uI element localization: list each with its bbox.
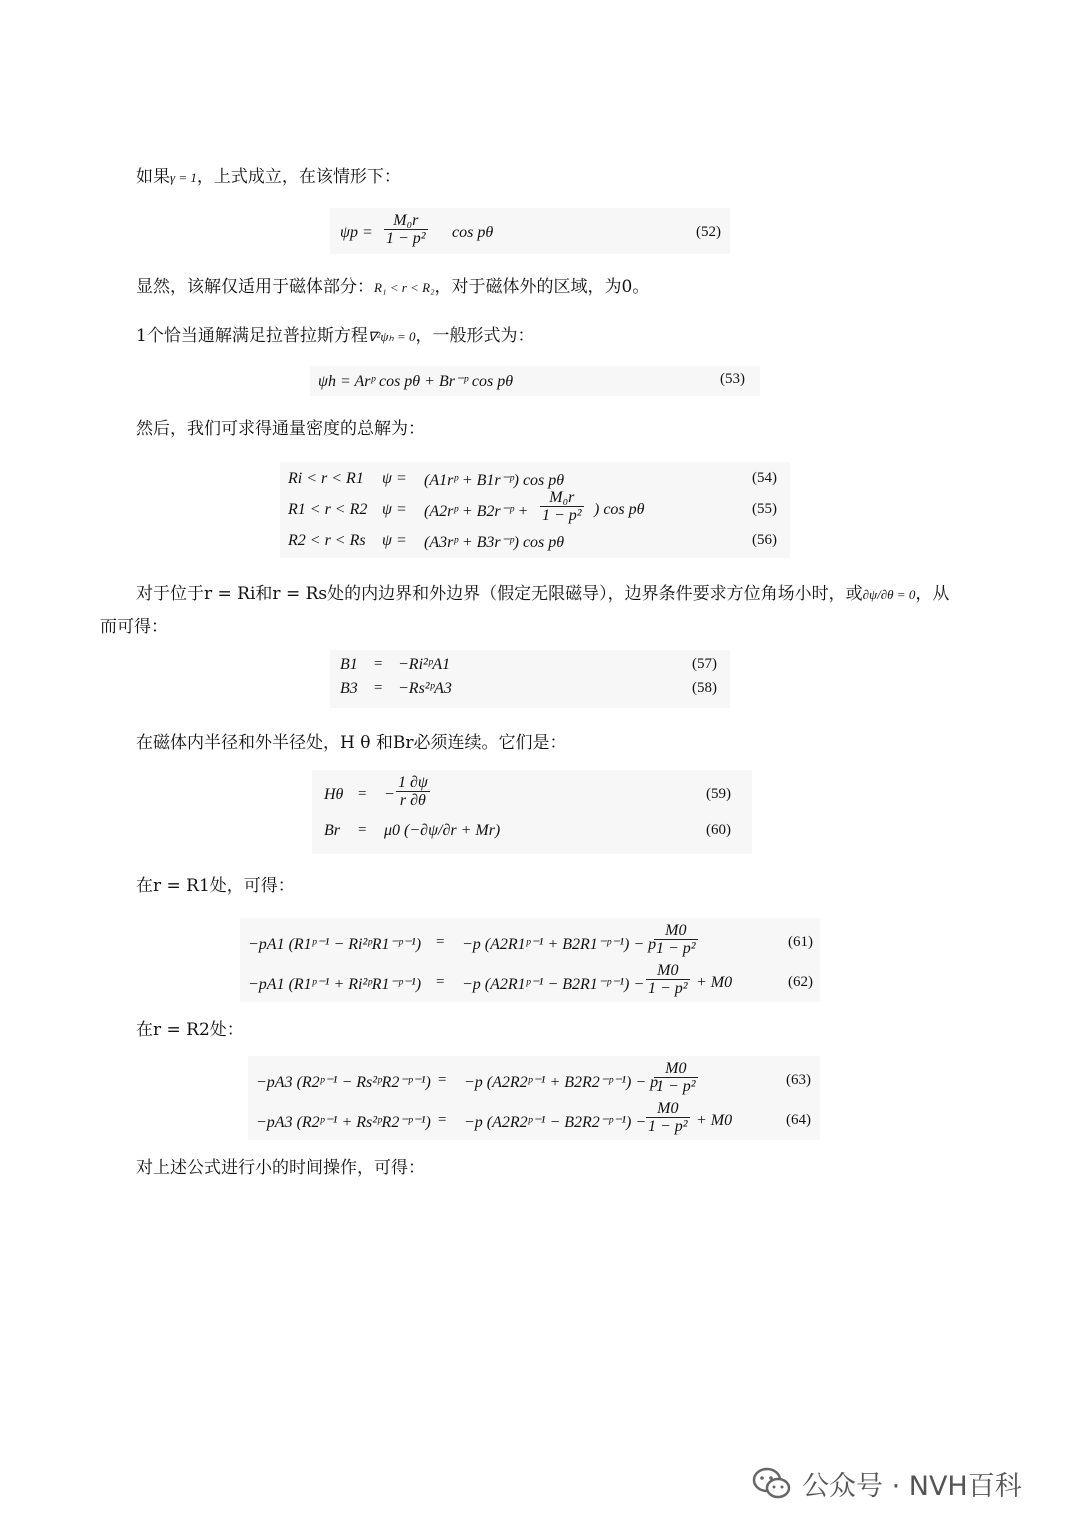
eq-rhs: (A1rᵖ + B1r⁻ᵖ) cos pθ — [424, 472, 565, 489]
equation-number: (64) — [786, 1112, 811, 1128]
text: ，一般形式为： — [415, 326, 535, 346]
eq-rhs: cos pθ — [452, 224, 494, 241]
equation-53 — [310, 366, 760, 396]
watermark-text: 公众号 · NVH百科 — [802, 1471, 1022, 1502]
eq-sign: = — [438, 1072, 447, 1088]
equation-number: (63) — [786, 1072, 811, 1088]
eq-numerator: M0 — [654, 922, 698, 940]
eq-rhs: −p (A2R2ᵖ⁻¹ − B2R2⁻ᵖ⁻¹) − — [464, 1114, 647, 1131]
text: 如果 — [136, 167, 170, 187]
eq-rhs: −p (A2R2ᵖ⁻¹ + B2R2⁻ᵖ⁻¹) − p — [464, 1074, 659, 1091]
eq-sign: = — [438, 1112, 447, 1128]
eq-denominator: 1 − p² — [542, 507, 582, 524]
inline-math: γ = 1 — [170, 170, 197, 185]
paragraph-5 — [100, 578, 950, 644]
equation-number: (55) — [752, 501, 777, 517]
eq-sign: = — [374, 680, 383, 696]
eq-denominator: 1 − p² — [386, 230, 426, 247]
equation-number: (56) — [752, 532, 777, 548]
inline-math: ∂ψ/∂θ = 0 — [862, 587, 916, 602]
paragraph-1 — [136, 166, 401, 189]
watermark — [752, 1464, 1022, 1503]
eq-lhs: −pA1 (R1ᵖ⁻¹ − Ri²ᵖR1⁻ᵖ⁻¹) — [248, 936, 422, 953]
equation-number: (61) — [788, 934, 813, 950]
eq-sign: = — [436, 974, 445, 990]
text: 1个恰当通解满足拉普拉斯方程 — [136, 326, 368, 346]
equation-number: (58) — [692, 680, 717, 696]
eq-range: R2 < r < Rs — [288, 532, 366, 549]
equation-group-54-56 — [280, 462, 790, 558]
eq-rhs: μ0 (−∂ψ/∂r + Mr) — [384, 822, 501, 839]
eq-numerator: M0 — [646, 962, 690, 980]
eq-numerator: M₀r — [540, 489, 584, 507]
paragraph-8: 在r = R2处： — [136, 1020, 244, 1040]
eq-rhs: −p (A2R1ᵖ⁻¹ − B2R1⁻ᵖ⁻¹) − — [462, 976, 645, 993]
paragraph-2 — [136, 276, 649, 299]
eq-lhs: ψ = — [382, 501, 407, 518]
eq-rhs: −p (A2R1ᵖ⁻¹ + B2R1⁻ᵖ⁻¹) − p — [462, 936, 657, 953]
equation-number: (53) — [720, 371, 745, 387]
eq-rhs: ) cos pθ — [594, 501, 645, 518]
equation-52 — [330, 208, 730, 254]
text: ，对于磁体外的区域，为0。 — [434, 277, 650, 297]
eq-tail: + M0 — [696, 974, 733, 991]
eq-lhs: Hθ — [324, 786, 344, 803]
equation-group-59-60 — [312, 770, 752, 854]
eq-range: Ri < r < R1 — [288, 470, 364, 487]
equation-group-57-58 — [330, 650, 730, 708]
eq-denominator: 1 − p² — [648, 980, 688, 997]
equation-number: (60) — [706, 822, 731, 838]
eq-rhs: (A3rᵖ + B3r⁻ᵖ) cos pθ — [424, 534, 565, 551]
eq-numerator: 1 ∂ψ — [398, 774, 428, 791]
eq-rhs: (A2rᵖ + B2r⁻ᵖ + — [424, 503, 529, 520]
eq-lhs: Br — [324, 822, 340, 839]
equation-number: (59) — [706, 786, 731, 802]
eq-lhs: −pA3 (R2ᵖ⁻¹ − Rs²ᵖR2⁻ᵖ⁻¹) — [256, 1074, 431, 1091]
eq-lhs: −pA1 (R1ᵖ⁻¹ + Ri²ᵖR1⁻ᵖ⁻¹) — [248, 976, 422, 993]
text: ，从而可得： — [100, 584, 950, 637]
equation-number: (54) — [752, 470, 777, 486]
equation-number: (52) — [696, 224, 721, 240]
eq-tail: + M0 — [696, 1112, 733, 1129]
text: 显然，该解仅适用于磁体部分： — [136, 277, 374, 297]
equation-group-63-64 — [248, 1056, 820, 1140]
eq-expression: ψh = Arᵖ cos pθ + Br⁻ᵖ cos pθ — [318, 373, 514, 390]
paragraph-6: 在磁体内半径和外半径处，H θ 和Br必须连续。它们是： — [136, 733, 567, 753]
text: ，上式成立，在该情形下： — [196, 167, 401, 187]
eq-numerator: M0 — [654, 1060, 698, 1078]
eq-sign: = — [358, 822, 367, 838]
eq-denominator: r ∂θ — [399, 792, 426, 809]
equation-number: (62) — [788, 974, 813, 990]
eq-lhs: B3 — [340, 680, 358, 697]
eq-lhs: ψ = — [382, 470, 407, 487]
equation-group-61-62 — [240, 918, 820, 1002]
eq-rhs: − — [384, 786, 395, 803]
eq-range: R1 < r < R2 — [288, 501, 368, 518]
eq-numerator: M₀r — [384, 212, 428, 230]
paragraph-7: 在r = R1处，可得： — [136, 876, 295, 896]
eq-denominator: 1 − p² — [656, 940, 696, 957]
eq-rhs: −Rs²ᵖA3 — [398, 680, 452, 697]
eq-lhs: B1 — [340, 656, 358, 673]
eq-denominator: 1 − p² — [656, 1078, 696, 1095]
equation-number: (57) — [692, 656, 717, 672]
eq-sign: = — [374, 656, 383, 672]
eq-sign: = — [358, 786, 367, 802]
eq-lhs: −pA3 (R2ᵖ⁻¹ + Rs²ᵖR2⁻ᵖ⁻¹) — [256, 1114, 431, 1131]
paragraph-3 — [136, 325, 535, 348]
paragraph-4: 然后，我们可求得通量密度的总解为： — [136, 419, 425, 439]
eq-numerator: M0 — [646, 1100, 690, 1118]
wechat-icon — [752, 1466, 792, 1502]
inline-math: R₁ < r < R₂ — [374, 280, 435, 295]
paragraph-9: 对上述公式进行小的时间操作，可得： — [136, 1158, 425, 1178]
eq-sign: = — [436, 934, 445, 950]
text: 对于位于r = Ri和r = Rs处的内边界和外边界（假定无限磁导），边界条件要求方位角场小时，或 — [136, 584, 863, 604]
eq-lhs: ψp = — [340, 224, 373, 241]
eq-lhs: ψ = — [382, 532, 407, 549]
eq-denominator: 1 − p² — [648, 1118, 688, 1135]
inline-math: ∇²ψₕ = 0 — [367, 329, 416, 344]
eq-rhs: −Ri²ᵖA1 — [398, 656, 451, 673]
